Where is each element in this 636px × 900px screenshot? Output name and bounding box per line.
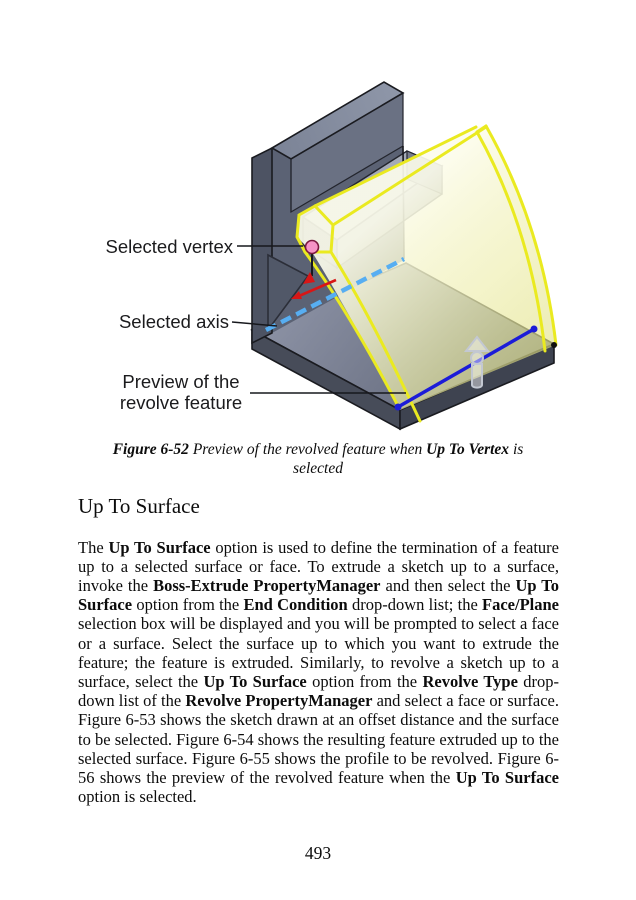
figure-caption-line1: Figure 6-52 Preview of the revolved feature when Up To Vertex is xyxy=(112,441,524,458)
figure-6-52-illustration xyxy=(50,56,590,448)
section-paragraph: The Up To Surface option is used to define the termination of a feature up to a selected surface or face. To extrude a sketch up to a surface, invoke the Boss-Extrude PropertyManager and then select the Up To Surface option from the End Condition drop-down list; the Face/Plane selection box will be displayed and you will be prompted to select a face or a surface. Select the surface up to which you want to extrude the feature; the feature is extruded. Similarly, to revolve a sketch up to a surface, select the Up To Surface option from the Revolve Type drop-down list of the Revolve PropertyManager and select a face or surface. Figure 6-53 shows the sketch drawn at an offset distance and the surface to be selected. Figure 6-54 shows the resulting feature extruded up to the selected surface. Figure 6-55 shows the profile to be revolved. Figure 6-56 shows the preview of the revolved feature when the Up To Surface option is selected. xyxy=(78,537,560,807)
label-preview-line2: revolve feature xyxy=(119,392,243,413)
page-number: 493 xyxy=(304,843,332,863)
label-selected-vertex: Selected vertex xyxy=(105,236,233,257)
figure-caption xyxy=(60,440,576,478)
label-preview-line1: Preview of the xyxy=(122,371,240,392)
figure-caption-line2: selected xyxy=(293,460,343,477)
label-selected-axis: Selected axis xyxy=(118,311,229,332)
section-heading: Up To Surface xyxy=(78,494,200,518)
revolve-preview-drawing xyxy=(50,56,590,448)
